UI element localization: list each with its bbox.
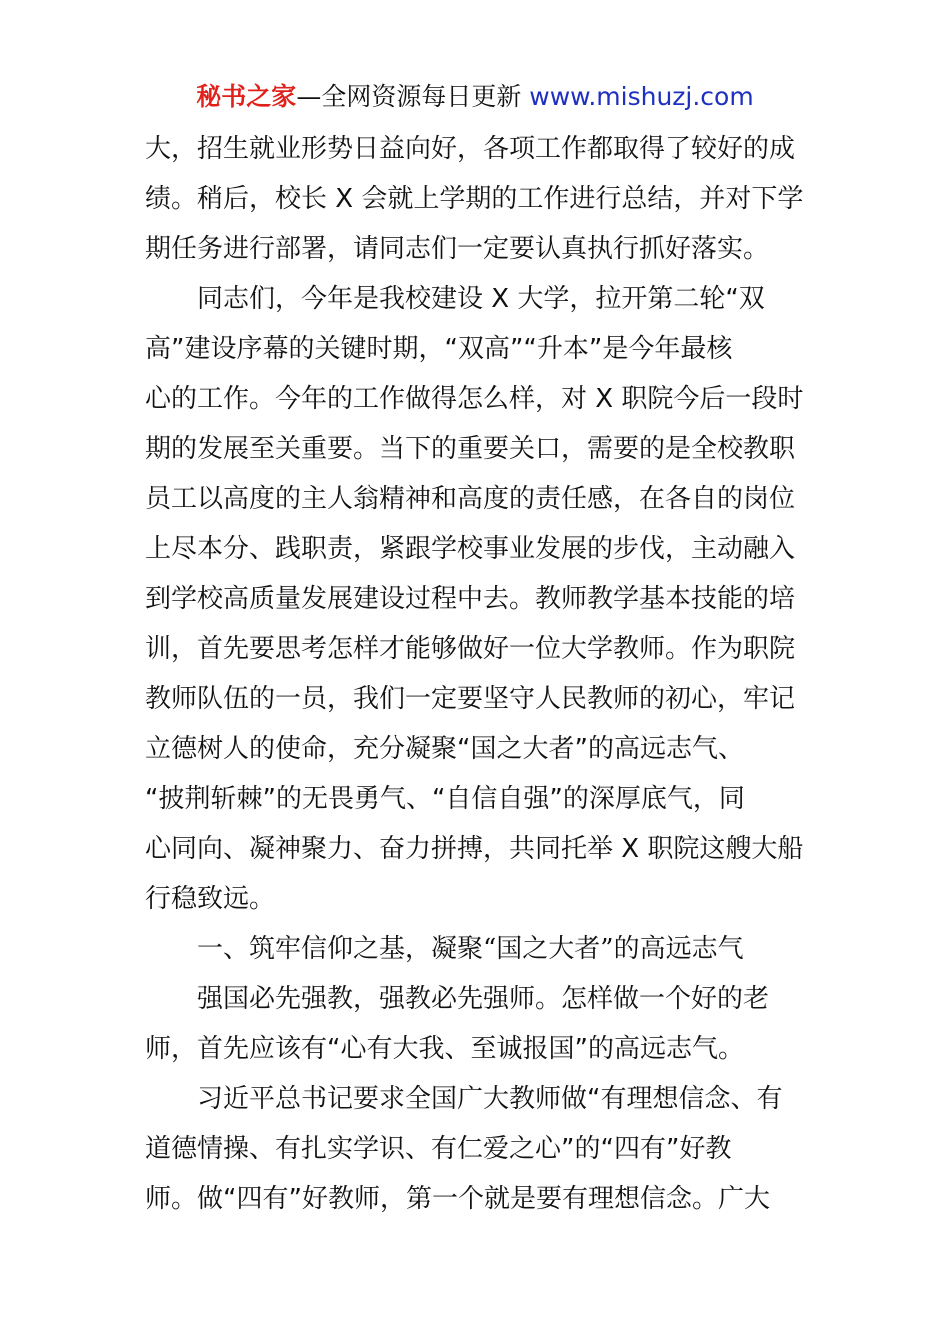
text-line: 绩。稍后，校长 X 会就上学期的工作进行总结，并对下学 [145, 184, 804, 214]
text-line: 教师队伍的一员，我们一定要坚守人民教师的初心，牢记 [145, 684, 796, 714]
text-line: 高”建设序幕的关键时期，“双高”“升本”是今年最核 [145, 334, 733, 364]
site-header [0, 80, 950, 114]
text-line: “披荆斩棘”的无畏勇气、“自信自强”的深厚底气，同 [145, 784, 745, 814]
text-line: 到学校高质量发展建设过程中去。教师教学基本技能的培 [145, 584, 796, 614]
text-line: 强国必先强教，强教必先强师。怎样做一个好的老 [197, 984, 770, 1014]
text-line: 员工以高度的主人翁精神和高度的责任感，在各自的岗位 [145, 484, 796, 514]
text-line: 大，招生就业形势日益向好，各项工作都取得了较好的成 [145, 134, 796, 164]
text-line: 心的工作。今年的工作做得怎么样，对 X 职院今后一段时 [145, 384, 804, 414]
text-line: 训，首先要思考怎样才能够做好一位大学教师。作为职院 [145, 634, 796, 664]
text-line: 立德树人的使命，充分凝聚“国之大者”的高远志气、 [145, 734, 744, 764]
text-line: 期任务进行部署，请同志们一定要认真执行抓好落实。 [145, 234, 770, 264]
section-heading: 一、筑牢信仰之基，凝聚“国之大者”的高远志气 [197, 934, 744, 964]
text-line: 期的发展至关重要。当下的重要关口，需要的是全校教职 [145, 434, 796, 464]
text-line: 师，首先应该有“心有大我、至诚报国”的高远志气。 [145, 1034, 744, 1064]
text-line: 心同向、凝神聚力、奋力拼搏，共同托举 X 职院这艘大船 [145, 834, 804, 864]
text-line: 师。做“四有”好教师，第一个就是要有理想信念。广大 [145, 1184, 770, 1214]
document-body [145, 124, 807, 1224]
text-line: 习近平总书记要求全国广大教师做“有理想信念、有 [197, 1084, 783, 1114]
text-line: 道德情操、有扎实学识、有仁爱之心”的“四有”好教 [145, 1134, 732, 1164]
text-line: 上尽本分、践职责，紧跟学校事业发展的步伐，主动融入 [145, 534, 796, 564]
site-url-link[interactable]: www.mishuzj.com [529, 82, 754, 111]
site-brand: 秘书之家 [196, 82, 297, 111]
text-line: 同志们，今年是我校建设 X 大学，拉开第二轮“双 [197, 284, 765, 314]
text-line: 行稳致远。 [145, 884, 276, 914]
site-tagline: —全网资源每日更新 [296, 82, 522, 111]
